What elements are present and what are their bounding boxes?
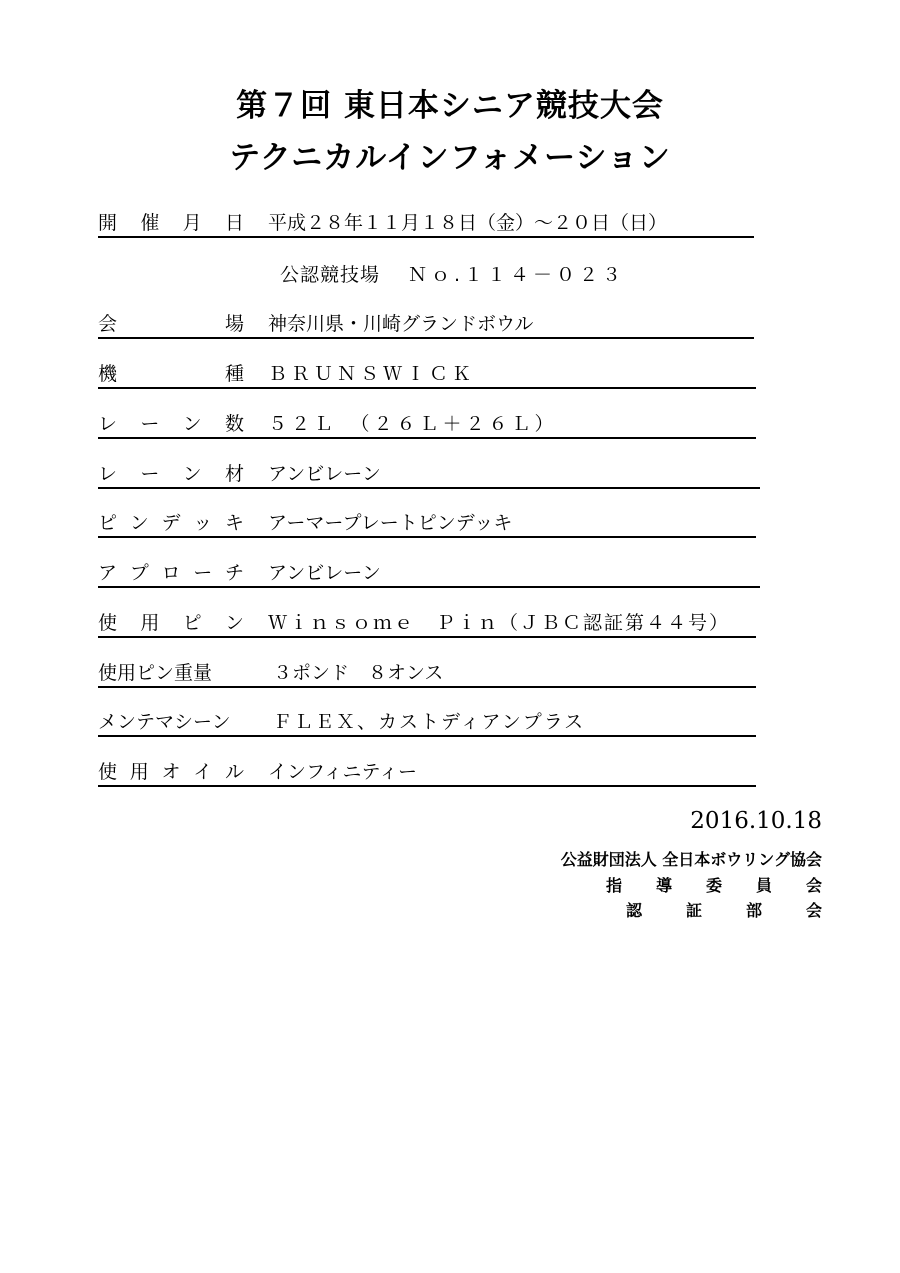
certified-center-label: 公認競技場 bbox=[280, 264, 381, 286]
row-value: アンビレーン bbox=[268, 562, 381, 584]
certified-center-number: Ｎｏ.１１４－０２３ bbox=[408, 264, 626, 286]
row-label: 使 用 ピ ン bbox=[98, 612, 244, 634]
row-lane-count bbox=[98, 411, 756, 439]
row-event-date bbox=[98, 210, 754, 238]
row-value: ５２Ｌ （２６Ｌ＋２６Ｌ） bbox=[268, 413, 558, 435]
committee-name: 指 導 委 員 会 bbox=[606, 876, 822, 895]
row-label: 使 用 オ イ ル bbox=[98, 761, 244, 783]
document-date: 2016.10.18 bbox=[690, 808, 822, 834]
row-label: ア プ ロ ー チ bbox=[98, 562, 244, 584]
row-label: レ ー ン 材 bbox=[98, 463, 244, 485]
row-value: 神奈川県・川崎グランドボウル bbox=[268, 313, 534, 335]
certified-center bbox=[280, 262, 625, 288]
row-value: ３ポンド ８オンス bbox=[273, 662, 444, 684]
row-label: 機 種 bbox=[98, 363, 244, 385]
row-value: ＦＬＥＸ、カストディアンプラス bbox=[273, 711, 586, 733]
row-machine-type bbox=[98, 361, 756, 389]
row-value: インフィニティー bbox=[268, 761, 417, 783]
row-label: メンテマシーン bbox=[98, 711, 231, 733]
row-value: アンビレーン bbox=[268, 463, 381, 485]
row-label: レ ー ン 数 bbox=[98, 413, 244, 435]
department-name: 認 証 部 会 bbox=[626, 901, 822, 920]
row-label: 使用ピン重量 bbox=[98, 662, 213, 684]
row-lane-material bbox=[98, 461, 760, 489]
organization-name: 公益財団法人 全日本ボウリング協会 bbox=[560, 850, 822, 869]
row-label: ピ ン デ ッ キ bbox=[98, 512, 244, 534]
row-maintenance-machine bbox=[98, 709, 756, 737]
row-approach bbox=[98, 560, 760, 588]
row-pin-weight bbox=[98, 660, 756, 688]
document-title: 第７回 東日本シニア競技大会 bbox=[236, 88, 664, 124]
row-label: 会 場 bbox=[98, 313, 244, 335]
document-subtitle: テクニカルインフォメーション bbox=[229, 140, 671, 176]
row-pin-deck bbox=[98, 510, 756, 538]
row-oil-used bbox=[98, 759, 756, 787]
row-venue bbox=[98, 311, 754, 339]
row-value: Ｗｉｎｓｏｍｅ Ｐｉｎ（ＪＢＣ認証第４４号） bbox=[268, 612, 731, 634]
row-value: ＢＲＵＮＳＷＩＣＫ bbox=[268, 363, 476, 385]
row-value: 平成２８年１１月１８日（金）～２０日（日） bbox=[268, 212, 668, 234]
row-label: 開 催 月 日 bbox=[98, 212, 244, 234]
row-pins-used bbox=[98, 610, 756, 638]
row-value: アーマープレートピンデッキ bbox=[268, 512, 513, 534]
